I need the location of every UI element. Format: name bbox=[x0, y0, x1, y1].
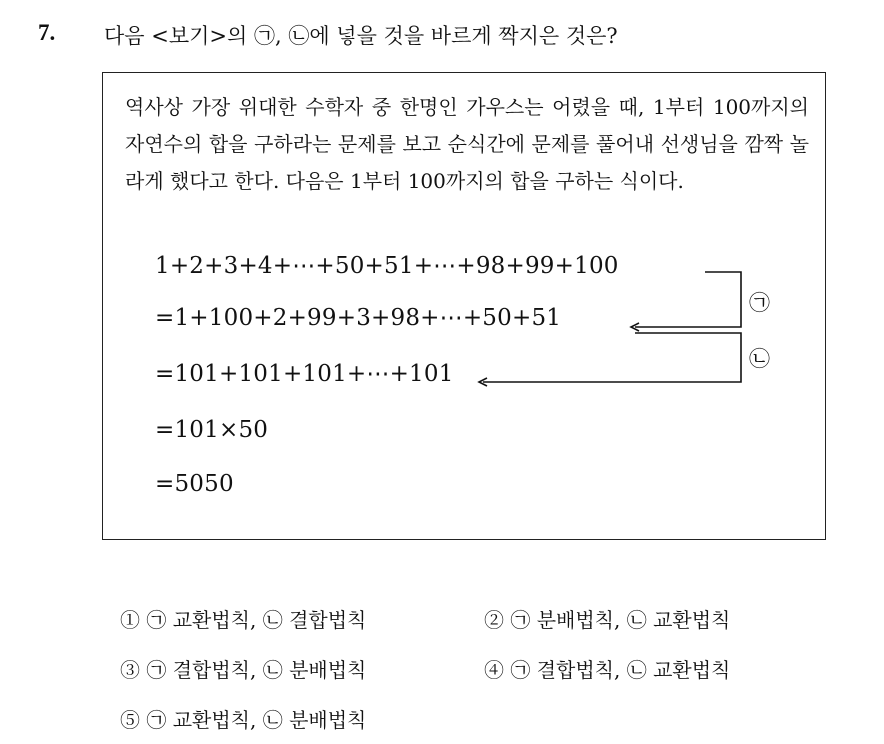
choice-3[interactable]: ③ ㉠ 결합법칙, ㉡ 분배법칙 bbox=[120, 658, 367, 682]
choice-5[interactable]: ⑤ ㉠ 교환법칙, ㉡ 분배법칙 bbox=[120, 708, 367, 732]
equation-line-5: =5050 bbox=[155, 471, 234, 497]
bracket-arrow-a bbox=[631, 272, 741, 331]
bracket-arrow-b bbox=[479, 333, 741, 386]
choice-2[interactable]: ② ㉠ 분배법칙, ㉡ 교환법칙 bbox=[484, 608, 731, 632]
equation-line-3: =101+101+101+⋯+101 bbox=[155, 361, 454, 387]
box-paragraph: 역사상 가장 위대한 수학자 중 한명인 가우스는 어렸을 때, 1부터 100까지의 자연수의 합을 구하라는 문제를 보고 순식간에 문제를 풀어내 선생님을 깜짝 놀라게 했다고 한다. 다음은 1부터 100까지의 합을 구하는 식이다. bbox=[125, 95, 809, 193]
equation-line-2: =1+100+2+99+3+98+⋯+50+51 bbox=[155, 305, 562, 331]
example-box bbox=[102, 72, 826, 540]
choice-1[interactable]: ① ㉠ 교환법칙, ㉡ 결합법칙 bbox=[120, 608, 367, 632]
marker-b: ㉡ bbox=[749, 347, 770, 371]
equation-line-1: 1+2+3+4+⋯+50+51+⋯+98+99+100 bbox=[155, 253, 619, 279]
choice-4[interactable]: ④ ㉠ 결합법칙, ㉡ 교환법칙 bbox=[484, 658, 731, 682]
equation-line-4: =101×50 bbox=[155, 417, 269, 443]
question-number: 7. bbox=[38, 20, 56, 45]
marker-a: ㉠ bbox=[749, 291, 770, 315]
question-text: 다음 <보기>의 ㉠, ㉡에 넣을 것을 바르게 짝지은 것은? bbox=[104, 24, 618, 48]
bracket-arrows bbox=[103, 73, 827, 541]
